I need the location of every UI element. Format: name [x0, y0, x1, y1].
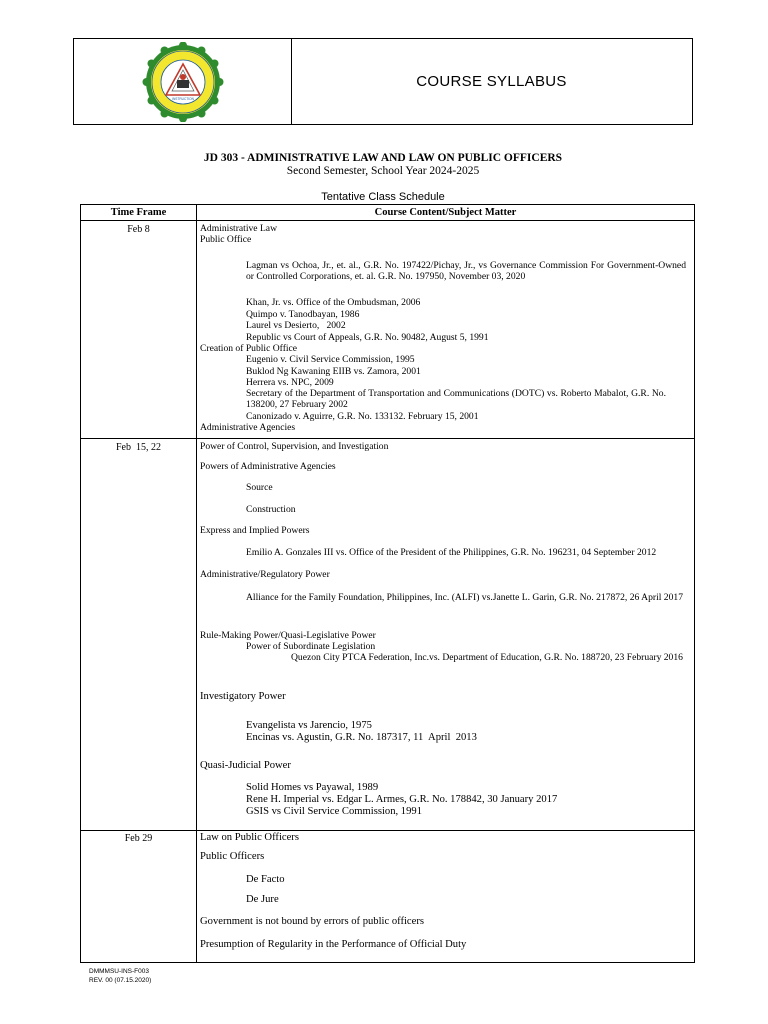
- schedule-table: [80, 204, 695, 963]
- logo-cell: [74, 39, 292, 124]
- subtopic-line: De Jure: [246, 894, 279, 905]
- university-seal-logo: [136, 42, 230, 122]
- col-course-content: Course Content/Subject Matter: [197, 205, 695, 221]
- topic-line: Public Officers: [200, 851, 265, 862]
- case-line: Buklod Ng Kawaning EIIB vs. Zamora, 2001: [246, 366, 421, 377]
- subtopic-line: Power of Subordinate Legislation: [246, 641, 376, 652]
- topic-line: Quasi-Judicial Power: [200, 760, 291, 771]
- schedule-title: Tentative Class Schedule: [321, 191, 445, 203]
- case-line: Eugenio v. Civil Service Commission, 1995: [246, 354, 415, 365]
- topic-line: Law on Public Officers: [200, 832, 299, 843]
- case-line: Lagman vs Ochoa, Jr., et. al., G.R. No. 197422/Pichay, Jr., vs Governance Commission For Government-Owned or Controlled Corporations, et. al. G.R. No. 197950, November 03, 2020: [246, 260, 686, 282]
- content-cell: [197, 439, 695, 831]
- case-line: Quezon City PTCA Federation, Inc.vs. Department of Education, G.R. No. 188720, 23 February 2016: [291, 652, 683, 663]
- case-line: Herrera vs. NPC, 2009: [246, 377, 334, 388]
- subtopic-line: Source: [246, 482, 273, 493]
- form-code: DMMMSU-INS-F003: [89, 968, 149, 975]
- topic-line: Investigatory Power: [200, 691, 286, 702]
- form-revision: REV. 00 (07.15.2020): [89, 976, 152, 984]
- time-frame-cell: [81, 221, 197, 439]
- topic-line: Powers of Administrative Agencies: [200, 461, 336, 472]
- case-line: Emilio A. Gonzales III vs. Office of the President of the Philippines, G.R. No. 196231, 04 September 2012: [246, 547, 657, 558]
- time-frame-label: Feb 15, 22: [116, 442, 161, 453]
- case-line: Canonizado v. Aguirre, G.R. No. 133132. February 15, 2001: [246, 411, 479, 422]
- topic-line: Presumption of Regularity in the Performance of Official Duty: [200, 939, 467, 950]
- topic-line: Creation of Public Office: [200, 343, 298, 354]
- table-row: [81, 221, 695, 439]
- topic-line: Express and Implied Powers: [200, 525, 310, 536]
- case-line: Rene H. Imperial vs. Edgar L. Armes, G.R. No. 178842, 30 January 2017: [246, 794, 558, 805]
- svg-text:INSTRUCTION: INSTRUCTION: [172, 97, 194, 101]
- document-title: COURSE SYLLABUS: [416, 73, 567, 90]
- topic-line: Administrative/Regulatory Power: [200, 569, 330, 580]
- subtopic-line: Construction: [246, 504, 296, 515]
- case-line: Laurel vs Desierto, 2002: [246, 320, 346, 331]
- subtopic-line: De Facto: [246, 874, 285, 885]
- case-line: Khan, Jr. vs. Office of the Ombudsman, 2006: [246, 297, 421, 308]
- course-title: JD 303 - ADMINISTRATIVE LAW AND LAW ON PUBLIC OFFICERS: [203, 152, 563, 164]
- case-line: Quimpo v. Tanodbayan, 1986: [246, 309, 360, 320]
- topic-line: Administrative Law: [200, 223, 277, 234]
- time-frame-cell: [81, 831, 197, 963]
- case-line: Encinas vs. Agustin, G.R. No. 187317, 11 April 2013: [246, 732, 477, 743]
- table-row: [81, 831, 695, 963]
- topic-line: Rule-Making Power/Quasi-Legislative Power: [200, 630, 376, 641]
- content-cell: [197, 221, 695, 439]
- topic-line: Power of Control, Supervision, and Investigation: [200, 441, 389, 452]
- time-frame-cell: [81, 439, 197, 831]
- content-cell: [197, 831, 695, 963]
- time-frame-label: Feb 8: [127, 224, 150, 235]
- col-time-frame: Time Frame: [81, 205, 197, 221]
- case-line: Republic vs Court of Appeals, G.R. No. 90482, August 5, 1991: [246, 332, 489, 343]
- semester-label: Second Semester, School Year 2024-2025: [286, 165, 480, 177]
- topic-line: Government is not bound by errors of public officers: [200, 916, 424, 927]
- header-box: [73, 38, 693, 125]
- time-frame-label: Feb 29: [124, 833, 153, 844]
- table-row: [81, 439, 695, 831]
- case-line: Alliance for the Family Foundation, Philippines, Inc. (ALFI) vs.Janette L. Garin, G.R. No. 217872, 26 April 2017: [246, 592, 683, 603]
- topic-line: Public Office: [200, 234, 252, 245]
- topic-line: Administrative Agencies: [200, 422, 296, 433]
- form-footer: [89, 968, 151, 985]
- case-line: Solid Homes vs Payawal, 1989: [246, 782, 379, 793]
- case-line: Evangelista vs Jarencio, 1975: [246, 720, 372, 731]
- table-header-row: [81, 205, 695, 221]
- case-line: Secretary of the Department of Transportation and Communications (DOTC) vs. Roberto Mabalot, G.R. No. 138200, 27 February 2002: [246, 388, 666, 410]
- case-line: GSIS vs Civil Service Commission, 1991: [246, 806, 422, 817]
